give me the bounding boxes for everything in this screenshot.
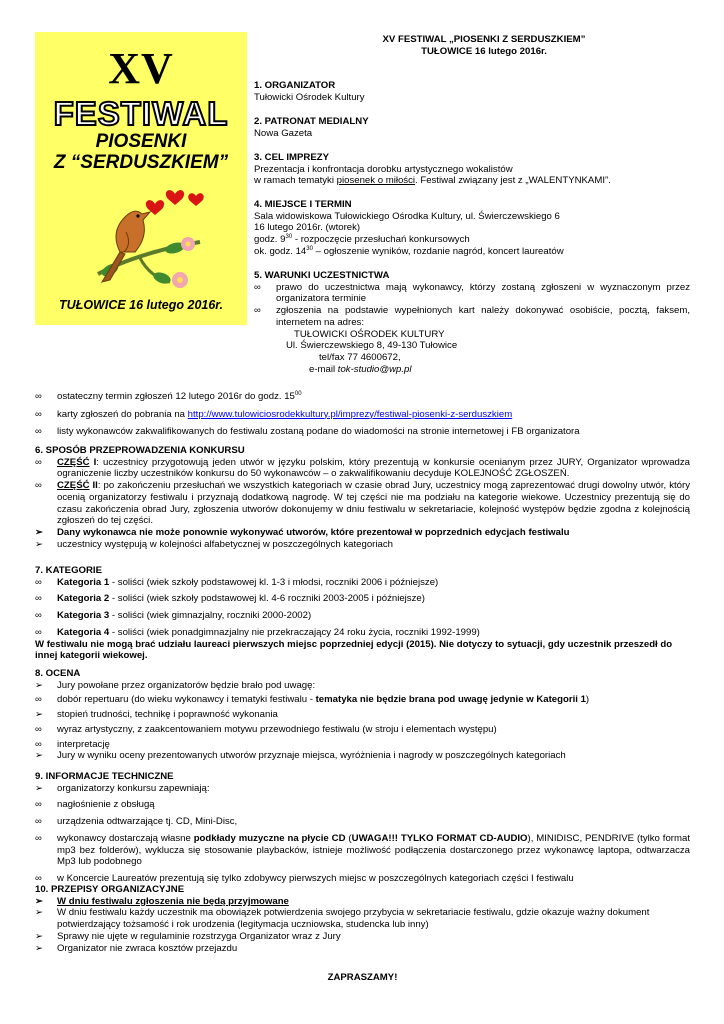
section-evaluation bbox=[35, 668, 690, 762]
list-item: ➢ Organizator nie zwraca kosztów przejazdu bbox=[35, 942, 238, 954]
list-item: ∞ listy wykonawców zakwalifikowanych do festiwalu zostaną podane do wiadomości na stronie internetowej i FB organizatora bbox=[35, 426, 580, 438]
list-item: ∞ ostateczny termin zgłoszeń 12 lutego 2016r do godz. $15^{00}$ bbox=[35, 390, 302, 402]
list-item: ∞ dobór repertuaru (do wieku wykonawcy i tematyki festiwalu - tematyka nie będzie brana pod uwagę jedynie w Kategorii 1) bbox=[35, 694, 590, 706]
list-item: ∞ karty zgłoszeń do pobrania na http://www.tulowiciosrodekkultury.pl/imprezy/festiwal-piosenki-z-serduszkiem bbox=[35, 408, 513, 420]
email-address: tok-studio@wp.pl bbox=[337, 363, 412, 375]
list-item: ∞ w Koncercie Laureatów prezentują się tylko zdobywcy pierwszych miejsc w poszczególnych kategoriach części I festiwalu bbox=[35, 872, 574, 884]
list-item: ➢ Dany wykonawca nie może ponownie wykonywać utworów, które prezentował w poprzednich edycjach festiwalu bbox=[35, 526, 570, 538]
list-item: ∞ Kategoria 4 - soliści (wiek ponadgimnazjalny nie przekraczający 24 roku życia, roczniki 1992-1999) bbox=[35, 626, 480, 638]
section-participation bbox=[254, 270, 690, 375]
section-media-patron: 2. PATRONAT MEDIALNY Nowa Gazeta bbox=[254, 116, 690, 139]
list-item: ➢ stopień trudności, technikę i poprawność wykonania bbox=[35, 709, 278, 721]
poster-festival-title: FESTIWAL bbox=[53, 95, 229, 132]
section-title: 2. PATRONAT MEDIALNY bbox=[254, 116, 369, 127]
list-item: ∞ interpretację bbox=[35, 738, 110, 750]
list-item: ➢ organizatorzy konkursu zapewniają: bbox=[35, 782, 210, 794]
list-item: ∞ wyraz artystyczny, z zaakcentowaniem motywu przewodniego festiwalu (w stroju i elementach występu) bbox=[35, 723, 497, 735]
categories-note: W festiwalu nie mogą brać udziału laureaci pierwszych miejsc poprzedniej edycji (2015). Nie dotyczy to sytuacji, gdy uczestnik przeszedł do innej kategorii wiekowej. bbox=[35, 638, 673, 662]
section-title: 4. MIEJSCE I TERMIN bbox=[254, 199, 352, 210]
list-item: ➢ Jury w wyniku oceny prezentowanych utworów przyznaje miejsca, wyróżnienia i nagrody w poszczególnych kategoriach bbox=[35, 750, 566, 762]
list-item: ∞ urządzenia odtwarzające tj. CD, Mini-Disc, bbox=[35, 816, 238, 828]
section-title: 10. PRZEPISY ORGANIZACYJNE bbox=[35, 884, 185, 895]
list-item: ➢ W dniu festiwalu zgłoszenia nie będą przyjmowane bbox=[35, 895, 289, 907]
list-item: ∞ nagłośnienie z obsługą bbox=[35, 799, 155, 811]
list-item: ➢ W dniu festiwalu każdy uczestnik ma obowiązek potwierdzenia swojego przybycia w sekretariacie festiwalu, gdzie okazuje ważny dokument potwierdzający tożsamość i rok urodzenia (legitymacja uczniowska, studencka lub inny) bbox=[35, 907, 650, 931]
list-item: ➢ Sprawy nie ujęte w regulaminie rozstrzyga Organizator wraz z Jury bbox=[35, 930, 341, 942]
section-place-time: 4. MIEJSCE I TERMIN Sala widowiskowa Tułowickiego Ośrodka Kultury, ul. Świerczewskiego 6 16 lutego 2016r. (wtorek) godz. $9^{30}$ - rozpoczęcie przesłuchań konkursowych ok. godz. $14^{30}$ – ogłoszenie wyników, rozdanie nagród, koncert laureatów bbox=[254, 199, 690, 258]
poster-subtitle: PIOSENKI Z “SERDUSZKIEM” bbox=[53, 131, 229, 173]
section-title: 5. WARUNKI UCZESTNICTWA bbox=[254, 270, 390, 281]
list-item: ➢ Jury powołane przez organizatorów będzie brało pod uwagę: bbox=[35, 679, 316, 691]
festival-poster bbox=[35, 32, 247, 325]
registration-form-link[interactable]: http://www.tulowiciosrodekkultury.pl/imprezy/festiwal-piosenki-z-serduszkiem bbox=[187, 408, 513, 420]
poster-place-date: TUŁOWICE 16 lutego 2016r. bbox=[59, 298, 223, 312]
section-title: 3. CEL IMPREZY bbox=[254, 152, 329, 163]
section-title: 8. OCENA bbox=[35, 668, 81, 679]
address-block: TUŁOWICKI OŚRODEK KULTURY Ul. Świerczewskiego 8, 49-130 Tułowice tel/fax 77 4600672, e-mail tok-studio@wp.pl bbox=[286, 328, 458, 375]
section-rules bbox=[35, 884, 690, 954]
section-title: 6. SPOSÓB PRZEPROWADZENIA KONKURSU bbox=[35, 445, 245, 456]
section-procedure bbox=[35, 445, 690, 550]
list-item: ∞ Kategoria 2 - soliści (wiek szkoły podstawowej kl. 4-6 roczniki 2003-2005 i późniejsze) bbox=[35, 593, 425, 605]
section-purpose: 3. CEL IMPREZY Prezentacja i konfrontacja dorobku artystycznego wokalistów w ramach tematyki piosenek o miłości. Festiwal związany jest z „WALENTYNKAMI”. bbox=[254, 152, 690, 187]
list-item: ∞ CZĘŚĆ II: po zakończeniu przesłuchań we wszystkich kategoriach w czasie obrad Jury, uczestnicy mogą zaprezentować drugi dowolny utwór, który ocenią organizatorzy festiwalu i przyznają dodatkową nagrodę. W tej części nie ma podziału na kategorie wiekowe. Uczestnicy prezentują się do czasu zakończenia obrad Jury, zgłoszenia utworów dokonujemy w dniu festiwalu w sekretariacie, kolejność występów będzie zgodna z kolejnością zgłoszeń do tej części. bbox=[35, 480, 690, 527]
list-item: ∞ Kategoria 1 - soliści (wiek szkoły podstawowej kl. 1-3 i młodsi, roczniki 2006 i późniejsze) bbox=[35, 576, 439, 588]
section-title: 9. INFORMACJE TECHNICZNE bbox=[35, 771, 174, 782]
closing-invitation: ZAPRASZAMY! bbox=[327, 972, 398, 983]
section-title: 7. KATEGORIE bbox=[35, 565, 102, 576]
section-categories bbox=[35, 565, 690, 662]
list-item: ➢ uczestnicy występują w kolejności alfabetycznej w poszczególnych kategoriach bbox=[35, 538, 393, 550]
list-item: ∞ CZĘŚĆ I: uczestnicy przygotowują jeden utwór w języku polskim, który prezentują w konkursie ocenianym przez JURY, Organizator wprowadza ograniczenie liczby uczestników konkursu do 50 wykonawców – o zakwalifikowaniu decyduje KOLEJNOŚĆ ZGŁOSZEŃ. bbox=[35, 456, 690, 480]
list-item: ∞ zgłoszenia na podstawie wypełnionych kart należy dokonywać osobiście, pocztą, faksem, internetem na adres: bbox=[254, 305, 690, 328]
section-technical bbox=[35, 771, 690, 885]
bird-hearts-illustration bbox=[80, 182, 210, 292]
section-participation-cont bbox=[35, 391, 690, 438]
list-item: ∞ prawo do uczestnictwa mają wykonawcy, którzy zostaną zgłoszeni w wyznaczonym przez organizatora terminie bbox=[254, 281, 690, 305]
document-header: XV FESTIWAL „PIOSENKI Z SERDUSZKIEM” TUŁOWICE 16 lutego 2016r. bbox=[382, 34, 586, 57]
list-item: ∞ Kategoria 3 - soliści (wiek gimnazjalny, roczniki 2000-2002) bbox=[35, 610, 312, 622]
poster-numeral: XV bbox=[108, 44, 174, 93]
list-item: ∞ wykonawcy dostarczają własne podkłady muzyczne na płycie CD (UWAGA!!! TYLKO FORMAT CD-AUDIO), MINIDISC, PENDRIVE (tylko format mp3 bez folderów), wyklucza się stosowanie playbacków, istnieje możliwość podłączenia dostarczonego przez wykonawcę laptopa, odtwarzacza Mp3 lub podobnego bbox=[35, 832, 690, 868]
section-title: 1. ORGANIZATOR bbox=[254, 80, 336, 91]
section-organizer: 1. ORGANIZATOR Tułowicki Ośrodek Kultury bbox=[254, 80, 690, 103]
